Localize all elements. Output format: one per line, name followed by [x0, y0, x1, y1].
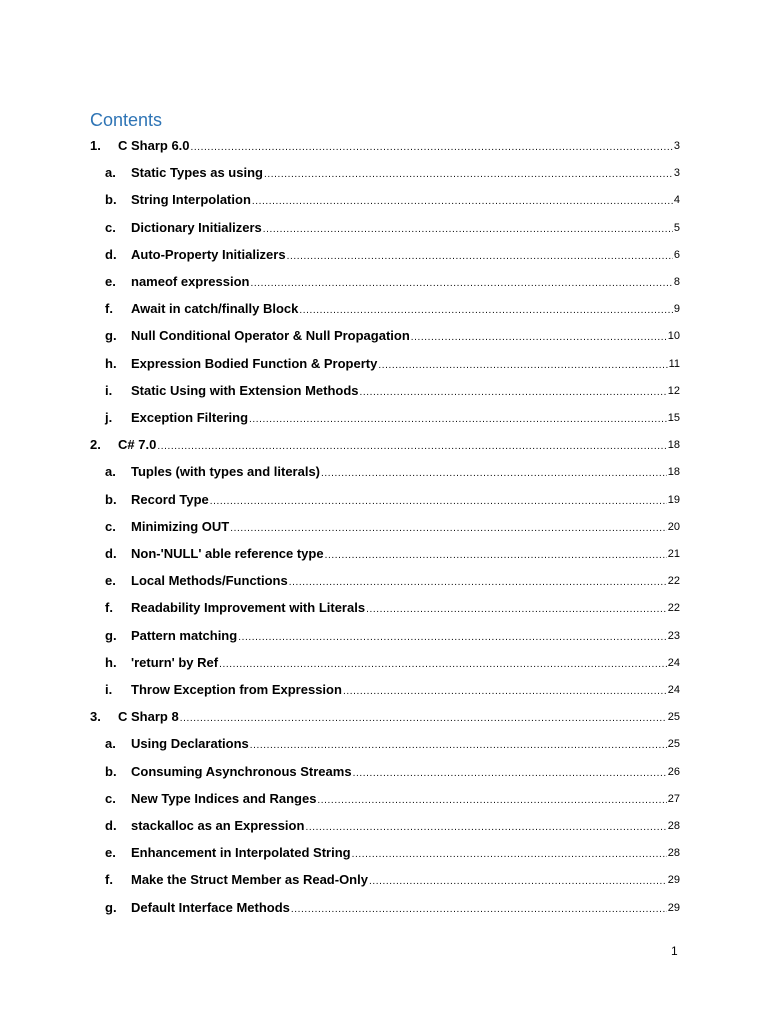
toc-entry-label[interactable]: Static Using with Extension Methods — [131, 382, 359, 398]
toc-entry-page: 29 — [667, 901, 680, 914]
toc-entry-number: i. — [105, 382, 113, 398]
toc-entry[interactable] — [90, 760, 680, 780]
toc-entry-number: f. — [105, 872, 113, 888]
toc-entry-page: 24 — [667, 684, 680, 696]
toc-entry-number: a. — [105, 165, 116, 181]
toc-entry[interactable] — [90, 651, 680, 671]
toc-entry-number: j. — [105, 410, 113, 425]
dot-leader — [369, 875, 667, 888]
toc-entry[interactable] — [90, 732, 680, 752]
toc-entry-page: 8 — [673, 276, 680, 288]
toc-entry-number: e. — [105, 845, 116, 861]
toc-entry-number: f. — [105, 301, 113, 317]
toc-entry[interactable] — [90, 433, 680, 453]
toc-entry-label[interactable]: Dictionary Initializers — [131, 219, 262, 235]
toc-entry[interactable] — [90, 379, 680, 399]
toc-entry[interactable] — [90, 324, 680, 344]
toc-entry[interactable] — [90, 270, 680, 290]
toc-entry-page: 28 — [667, 820, 680, 832]
dot-leader — [287, 250, 673, 263]
toc-entry-number: g. — [105, 328, 117, 344]
toc-entry-label[interactable]: New Type Indices and Ranges — [131, 790, 317, 806]
toc-entry-label[interactable]: Pattern matching — [131, 627, 238, 643]
dot-leader — [250, 739, 667, 752]
dot-leader — [238, 631, 667, 644]
toc-entry[interactable] — [90, 787, 680, 807]
toc-entry-number: c. — [105, 518, 116, 534]
toc-entry[interactable] — [90, 814, 680, 834]
toc-entry[interactable] — [90, 624, 680, 644]
toc-entry-page: 22 — [667, 575, 680, 588]
toc-entry-page: 25 — [667, 738, 680, 751]
toc-entry-page: 28 — [667, 847, 680, 860]
toc-entry-label[interactable]: Consuming Asynchronous Streams — [131, 763, 352, 779]
toc-entry-label[interactable]: Readability Improvement with Literals — [131, 600, 366, 616]
toc-entry-page: 21 — [667, 548, 680, 560]
toc-entry-label[interactable]: Using Declarations — [131, 736, 249, 752]
toc-entry-label[interactable]: Minimizing OUT — [131, 518, 230, 534]
dot-leader — [321, 467, 667, 480]
toc-entry-page: 3 — [673, 167, 680, 180]
toc-entry-number: f. — [105, 600, 113, 616]
dot-leader — [343, 685, 667, 698]
toc-entry[interactable] — [90, 134, 680, 154]
toc-entry[interactable] — [90, 542, 680, 562]
toc-entry-label[interactable]: Make the Struct Member as Read-Only — [131, 872, 368, 888]
toc-entry-page: 3 — [673, 140, 680, 152]
toc-entry-page: 24 — [667, 656, 680, 669]
toc-entry[interactable] — [90, 515, 680, 535]
dot-leader — [252, 195, 673, 208]
toc-entry[interactable] — [90, 297, 680, 317]
toc-entry-number: g. — [105, 899, 117, 915]
dot-leader — [219, 658, 667, 671]
dot-leader — [378, 359, 667, 372]
toc-entry-number: e. — [105, 573, 116, 589]
toc-entry-number: a. — [105, 464, 116, 480]
dot-leader — [305, 821, 666, 834]
toc-entry-label[interactable]: C# 7.0 — [118, 437, 157, 453]
toc-entry[interactable] — [90, 596, 680, 616]
toc-entry-label[interactable]: 'return' by Ref — [131, 654, 219, 670]
toc-entry-page: 25 — [667, 711, 680, 724]
dot-leader — [291, 903, 667, 916]
dot-leader — [263, 223, 673, 236]
toc-entry-number: c. — [105, 790, 116, 806]
toc-entry-label[interactable]: Null Conditional Operator & Null Propagation — [131, 328, 410, 344]
toc-entry[interactable] — [90, 352, 680, 372]
dot-leader — [317, 794, 666, 807]
toc-entry-number: g. — [105, 627, 117, 643]
toc-entry-label[interactable]: Await in catch/finally Block — [131, 301, 299, 317]
toc-entry-label[interactable]: Exception Filtering — [131, 410, 249, 425]
toc-entry-label[interactable]: Tuples (with types and literals) — [131, 464, 321, 480]
toc-entry-label[interactable]: Static Types as using — [131, 165, 263, 181]
toc-entry-page: 12 — [667, 384, 680, 397]
toc-entry-number: 3. — [90, 709, 101, 725]
dot-leader — [191, 141, 673, 154]
dot-leader — [180, 712, 667, 725]
dot-leader — [352, 848, 667, 861]
toc-entry-number: h. — [105, 355, 117, 371]
toc-entry-label[interactable]: Expression Bodied Function & Property — [131, 355, 378, 371]
toc-entry-label[interactable]: Enhancement in Interpolated String — [131, 845, 351, 861]
toc-entry-label[interactable]: Local Methods/Functions — [131, 573, 288, 589]
toc-entry-label[interactable]: Default Interface Methods — [131, 899, 290, 915]
toc-entry-number: 1. — [90, 138, 101, 153]
toc-entry[interactable] — [90, 678, 680, 698]
toc-entry-label[interactable]: Non-'NULL' able reference type — [131, 546, 324, 561]
toc-entry[interactable] — [90, 569, 680, 589]
dot-leader — [360, 386, 667, 399]
toc-entry-page: 11 — [668, 357, 680, 370]
toc-entry-page: 29 — [667, 874, 680, 887]
toc-entry[interactable] — [90, 243, 680, 263]
toc-entry[interactable] — [90, 896, 680, 916]
toc-entry-number: d. — [105, 818, 117, 833]
toc-entry-number: d. — [105, 546, 117, 561]
toc-entry[interactable] — [90, 216, 680, 236]
toc-entry-label[interactable]: Throw Exception from Expression — [131, 682, 342, 697]
toc-entry-page: 9 — [673, 303, 680, 316]
toc-entry-page: 10 — [667, 330, 680, 343]
toc-entry-number: 2. — [90, 437, 101, 453]
dot-leader — [264, 168, 673, 181]
dot-leader — [249, 413, 667, 426]
toc-entry-label[interactable]: String Interpolation — [131, 192, 251, 208]
toc-entry-page: 6 — [673, 248, 680, 261]
toc-entry-number: c. — [105, 219, 116, 235]
toc-entry-number: d. — [105, 246, 117, 262]
toc-entry[interactable] — [90, 161, 680, 181]
page-number: 1 — [671, 944, 678, 958]
toc-entry-page: 22 — [667, 602, 680, 615]
dot-leader — [230, 522, 667, 535]
dot-leader — [251, 277, 673, 290]
toc-entry-page: 15 — [667, 412, 680, 424]
toc-entry-label[interactable]: C Sharp 6.0 — [118, 138, 190, 153]
toc-entry-label[interactable]: Record Type — [131, 491, 209, 507]
toc-entry-page: 19 — [667, 493, 680, 506]
toc-entry-page: 26 — [667, 765, 680, 778]
dot-leader — [299, 304, 673, 317]
toc-entry-label[interactable]: Auto-Property Initializers — [131, 246, 286, 262]
toc-entry[interactable] — [90, 406, 680, 426]
toc-entry-page: 20 — [667, 520, 680, 533]
dot-leader — [289, 576, 667, 589]
dot-leader — [353, 767, 667, 780]
toc-entry-page: 23 — [667, 629, 680, 642]
toc-entry-number: b. — [105, 491, 117, 507]
toc-entry-page: 18 — [667, 439, 680, 452]
toc-entry-page: 4 — [673, 194, 680, 207]
dot-leader — [210, 495, 667, 508]
toc-entry-number: i. — [105, 682, 113, 697]
dot-leader — [411, 331, 667, 344]
dot-leader — [157, 440, 666, 453]
toc-entry[interactable] — [90, 705, 680, 725]
toc-entry-label[interactable]: stackalloc as an Expression — [131, 818, 305, 833]
toc-entry[interactable] — [90, 188, 680, 208]
toc-entry-number: e. — [105, 274, 116, 289]
toc-entry[interactable] — [90, 488, 680, 508]
toc-entry-label[interactable]: nameof expression — [131, 274, 250, 289]
toc-entry[interactable] — [90, 868, 680, 888]
dot-leader — [366, 603, 667, 616]
toc-entry-number: b. — [105, 192, 117, 208]
toc-entry-page: 27 — [667, 792, 680, 805]
toc-entry[interactable] — [90, 841, 680, 861]
toc-entry-label[interactable]: C Sharp 8 — [118, 709, 179, 725]
toc-entry[interactable] — [90, 460, 680, 480]
toc-entry-page: 5 — [673, 221, 680, 234]
toc-entry-number: b. — [105, 763, 117, 779]
toc-entry-number: a. — [105, 736, 116, 752]
page-title: Contents — [90, 110, 163, 130]
toc-entry-number: h. — [105, 654, 117, 670]
dot-leader — [325, 549, 667, 562]
toc-entry-page: 18 — [667, 466, 680, 479]
